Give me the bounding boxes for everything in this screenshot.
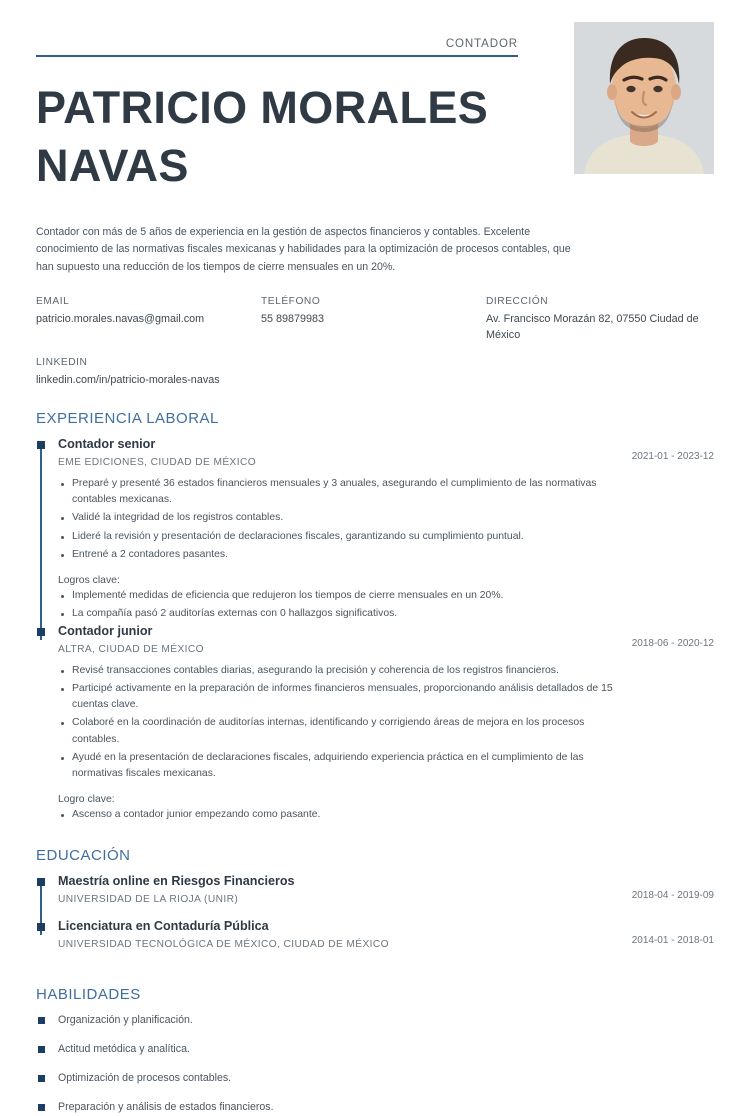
timeline-marker-icon <box>37 878 45 886</box>
institution-name: UNIVERSIDAD TECNOLÓGICA DE MÉXICO, CIUDAD DE MÉXICO <box>58 939 389 951</box>
list-item: Preparación y análisis de estados financieros. <box>36 1100 714 1116</box>
contact-email-label: EMAIL <box>36 295 70 307</box>
degree-title: Licenciatura en Contaduría Pública <box>58 919 269 934</box>
portrait-photo-icon <box>574 22 714 174</box>
avatar <box>574 22 714 174</box>
section-title-education: EDUCACIÓN <box>36 847 131 865</box>
contact-address <box>486 296 714 343</box>
job-dates: 2018-06 - 2020-12 <box>631 638 714 650</box>
list-item: Ascenso a contador junior empezando como pasante. <box>58 807 614 823</box>
list-item: Colaboré en la coordinación de auditorías internas, identificando y corrigiendo áreas de mejora en los procesos contables. <box>58 715 614 747</box>
contact-email-value[interactable]: patricio.morales.navas@gmail.com <box>36 312 205 325</box>
contact-linkedin-label: LINKEDIN <box>36 357 88 369</box>
list-item: Lideré la revisión y presentación de declaraciones fiscales, garantizando su cumplimiento puntual. <box>58 529 614 545</box>
job-responsibilities <box>58 663 614 782</box>
contact-linkedin-value[interactable]: linkedin.com/in/patricio-morales-navas <box>36 374 220 387</box>
experience-entry-main <box>58 437 632 624</box>
section-title-experience: EXPERIENCIA LABORAL <box>36 410 219 428</box>
contact-address-value: Av. Francisco Morazán 82, 07550 Ciudad de México <box>486 312 699 341</box>
contact-linkedin <box>36 357 261 388</box>
timeline-marker-icon <box>37 441 45 449</box>
name-line-2: NAVAS <box>36 139 189 191</box>
achievements-label: Logros clave: <box>58 574 120 586</box>
contact-phone <box>261 296 486 343</box>
section-education <box>36 847 714 964</box>
education-entry <box>36 874 714 919</box>
job-employer: ALTRA, CIUDAD DE MÉXICO <box>58 644 204 656</box>
job-achievements <box>58 588 614 622</box>
experience-entries <box>36 437 714 825</box>
job-responsibilities <box>58 476 614 563</box>
education-entry-main <box>58 919 632 950</box>
list-item: Organización y planificación. <box>36 1013 714 1029</box>
job-achievements <box>58 807 614 823</box>
section-experience <box>36 410 714 825</box>
contact-address-label: DIRECCIÓN <box>486 295 549 307</box>
professional-summary: Contador con más de 5 años de experiencia en la gestión de aspectos financieros y contables. Excelente conocimiento de las normativas fiscales mexicanas y habilidades para la optimización de procesos contables, que han supuesto una reducción de los tiempos de cierre mensuales en un 20%. <box>36 226 571 273</box>
timeline-marker-icon <box>37 628 45 636</box>
list-item: Optimización de procesos contables. <box>36 1071 714 1087</box>
experience-entry <box>36 437 714 624</box>
job-dates: 2021-01 - 2023-12 <box>631 451 714 463</box>
job-employer: EME EDICIONES, CIUDAD DE MÉXICO <box>58 457 257 469</box>
role-label: CONTADOR <box>445 38 518 50</box>
list-item: Actitud metódica y analítica. <box>36 1042 714 1058</box>
contact-details <box>36 296 714 389</box>
resume-header <box>36 0 714 194</box>
list-item: Entrené a 2 contadores pasantes. <box>58 547 614 563</box>
education-dates: 2014-01 - 2018-01 <box>631 935 714 947</box>
experience-entry-main <box>58 624 632 825</box>
list-item: Implementé medidas de eficiencia que redujeron los tiempos de cierre mensuales en un 20%. <box>58 588 614 604</box>
education-entry-main <box>58 874 632 905</box>
job-title: Contador senior <box>58 437 156 452</box>
contact-email <box>36 296 261 343</box>
job-title: Contador junior <box>58 624 153 639</box>
education-entries <box>36 874 714 964</box>
contact-phone-value[interactable]: 55 89879983 <box>261 312 325 325</box>
list-item: Participé activamente en la preparación de informes financieros mensuales, proporcionando análisis detallados de 15 cuentas clave. <box>58 681 614 713</box>
experience-entry <box>36 624 714 825</box>
education-dates: 2018-04 - 2019-09 <box>631 890 714 902</box>
list-item: Revisé transacciones contables diarias, asegurando la precisión y coherencia de los registros financieros. <box>58 663 614 679</box>
timeline-marker-icon <box>37 923 45 931</box>
list-item: Preparé y presenté 36 estados financieros mensuales y 3 anuales, asegurando el cumplimiento de las normativas contables mexicanas. <box>58 476 614 508</box>
institution-name: UNIVERSIDAD DE LA RIOJA (UNIR) <box>58 894 239 906</box>
section-title-skills: HABILIDADES <box>36 986 141 1004</box>
degree-title: Maestría online en Riesgos Financieros <box>58 874 295 889</box>
education-entry <box>36 919 714 964</box>
list-item: La compañía pasó 2 auditorías externas con 0 hallazgos significativos. <box>58 606 614 622</box>
header-divider <box>36 55 518 57</box>
contact-phone-label: TELÉFONO <box>261 295 321 307</box>
name-line-1: PATRICIO MORALES <box>36 82 489 133</box>
skills-list <box>36 1013 714 1116</box>
list-item: Ayudé en la presentación de declaraciones fiscales, adquiriendo experiencia práctica en el cumplimiento de las normativas fiscales mexicanas. <box>58 750 614 782</box>
achievements-label: Logro clave: <box>58 793 115 805</box>
section-skills <box>36 986 714 1116</box>
list-item: Validé la integridad de los registros contables. <box>58 510 614 526</box>
page-title <box>36 79 514 194</box>
